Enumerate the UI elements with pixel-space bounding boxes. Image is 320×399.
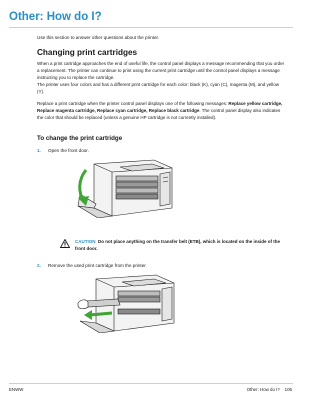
footer-left: ENWW — [9, 387, 24, 392]
subsection-title: To change the print cartridge — [37, 135, 123, 142]
step-number: 2. — [37, 263, 41, 268]
replace-tail: . The control panel display also indicates the color that should be replaced (unless a genuine HP cartridge is not currently installed). — [37, 107, 281, 120]
heading-rule — [9, 27, 293, 28]
replace-messages: Replace yellow cartridge, Replace magenta cartridge, Replace cyan cartridge, Replace black cartridge — [37, 101, 283, 113]
step-text: Remove the used print cartridge from the printer. — [48, 263, 147, 268]
paragraph-four-colors: The printer uses four colors and has a different print cartridge for each color: black (K), cyan (C), magenta (M), and yellow (Y). — [37, 82, 280, 94]
warning-triangle-icon — [60, 239, 70, 248]
intro-text: Use this section to answer other questions about the printer. — [37, 35, 160, 40]
paragraph-replace-messages — [37, 101, 287, 121]
footer-page-number: Other: How do I? 105 — [246, 387, 292, 392]
step-number: 1. — [37, 148, 41, 153]
page-heading: Other: How do I? — [9, 11, 102, 23]
caution-label: CAUTION — [75, 239, 96, 244]
step-text: Open the front door. — [48, 148, 89, 153]
printer-open-door-illustration — [72, 158, 176, 218]
caution-message: Do not place anything on the transfer belt (ETB), which is located on the inside of the front door. — [75, 239, 281, 251]
section-title: Changing print cartridges — [37, 48, 138, 57]
remove-cartridge-illustration — [72, 273, 177, 333]
footer-rule — [9, 383, 293, 384]
caution-text-block — [75, 239, 289, 252]
paragraph-end-of-life: When a print cartridge approaches the end of useful life, the control panel displays a message recommending that you order a replacement. The printer can continue to print using the current print cartridge until the control panel displays a message instructing you to replace the cartridge. — [37, 61, 285, 80]
replace-lead: Replace a print cartridge when the printer control panel displays one of the following messages: — [37, 101, 228, 106]
